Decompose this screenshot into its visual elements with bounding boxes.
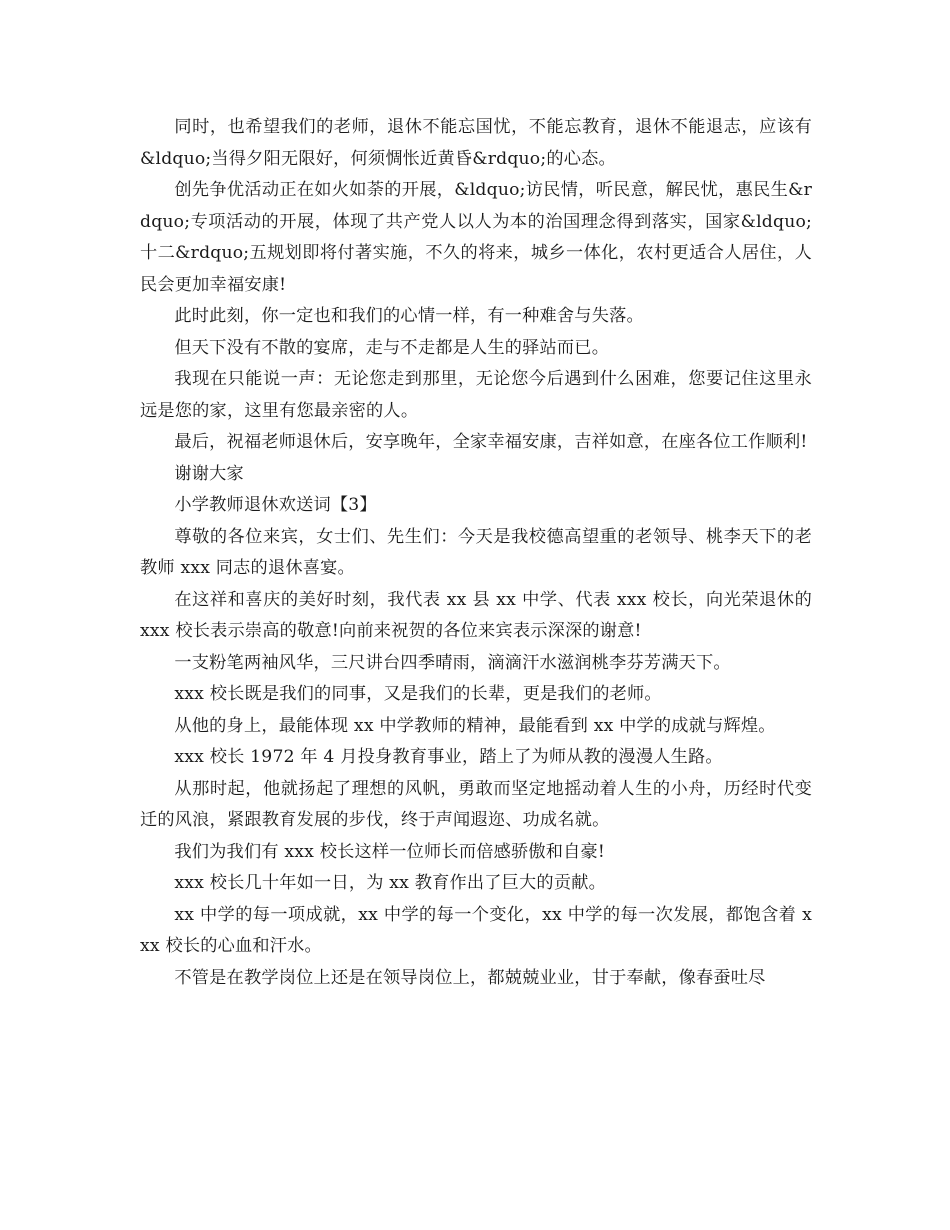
paragraph: 从那时起，他就扬起了理想的风帆，勇敢而坚定地摇动着人生的小舟，历经时代变迁的风浪，紧跟教育发展的步伐，终于声闻遐迩、功成名就。 — [140, 778, 812, 830]
paragraph: 我们为我们有 xxx 校长这样一位师长而倍感骄傲和自豪! — [174, 841, 606, 862]
paragraph: xx 中学的每一项成就，xx 中学的每一个变化，xx 中学的每一次发展，都饱含着 xxx 校长的心血和汗水。 — [140, 904, 812, 956]
paragraph: 但天下没有不散的宴席，走与不走都是人生的驿站而已。 — [174, 337, 610, 358]
paragraph: xxx 校长 1972 年 4 月投身教育事业，踏上了为师从教的漫漫人生路。 — [174, 747, 723, 767]
section-heading: 小学教师退休欢送词【3】 — [174, 495, 377, 515]
document-body — [140, 112, 812, 994]
paragraph: xxx 校长既是我们的同事，又是我们的长辈，更是我们的老师。 — [174, 684, 662, 704]
paragraph: 一支粉笔两袖风华，三尺讲台四季晴雨，滴滴汗水滋润桃李芬芳满天下。 — [174, 652, 731, 673]
paragraph: 创先争优活动正在如火如荼的开展，&ldquo;访民情，听民意，解民忧，惠民生&rdquo;专项活动的开展，体现了共产党人以人为本的治国理念得到落实，国家&ldquo;十二&rdquo;五规划即将付著实施，不久的将来，城乡一体化，农村更适合人居住，人民会更加幸福安康! — [140, 180, 812, 295]
paragraph: 从他的身上，最能体现 xx 中学教师的精神，最能看到 xx 中学的成就与辉煌。 — [174, 715, 776, 736]
paragraph: 不管是在教学岗位上还是在领导岗位上，都兢兢业业，甘于奉献，像春蚕吐尽 — [174, 967, 766, 988]
paragraph: xxx 校长几十年如一日，为 xx 教育作出了巨大的贡献。 — [174, 873, 606, 893]
paragraph: 此时此刻，你一定也和我们的心情一样，有一种难舍与失落。 — [174, 306, 644, 326]
paragraph: 我现在只能说一声：无论您走到那里，无论您今后遇到什么困难，您要记住这里永远是您的家，这里有您最亲密的人。 — [140, 369, 812, 421]
paragraph: 尊敬的各位来宾，女士们、先生们：今天是我校德高望重的老领导、桃李天下的老教师 xxx 同志的退休喜宴。 — [140, 526, 812, 578]
paragraph: 谢谢大家 — [174, 463, 244, 484]
paragraph: 在这祥和喜庆的美好时刻，我代表 xx 县 xx 中学、代表 xxx 校长，向光荣退休的 xxx 校长表示崇高的敬意!向前来祝贺的各位来宾表示深深的谢意! — [140, 589, 812, 641]
paragraph: 最后，祝福老师退休后，安享晚年，全家幸福安康，吉祥如意，在座各位工作顺利! — [174, 432, 808, 452]
paragraph: 同时，也希望我们的老师，退休不能忘国忧，不能忘教育，退休不能退志，应该有&ldquo;当得夕阳无限好，何须惆怅近黄昏&rdquo;的心态。 — [140, 117, 812, 169]
